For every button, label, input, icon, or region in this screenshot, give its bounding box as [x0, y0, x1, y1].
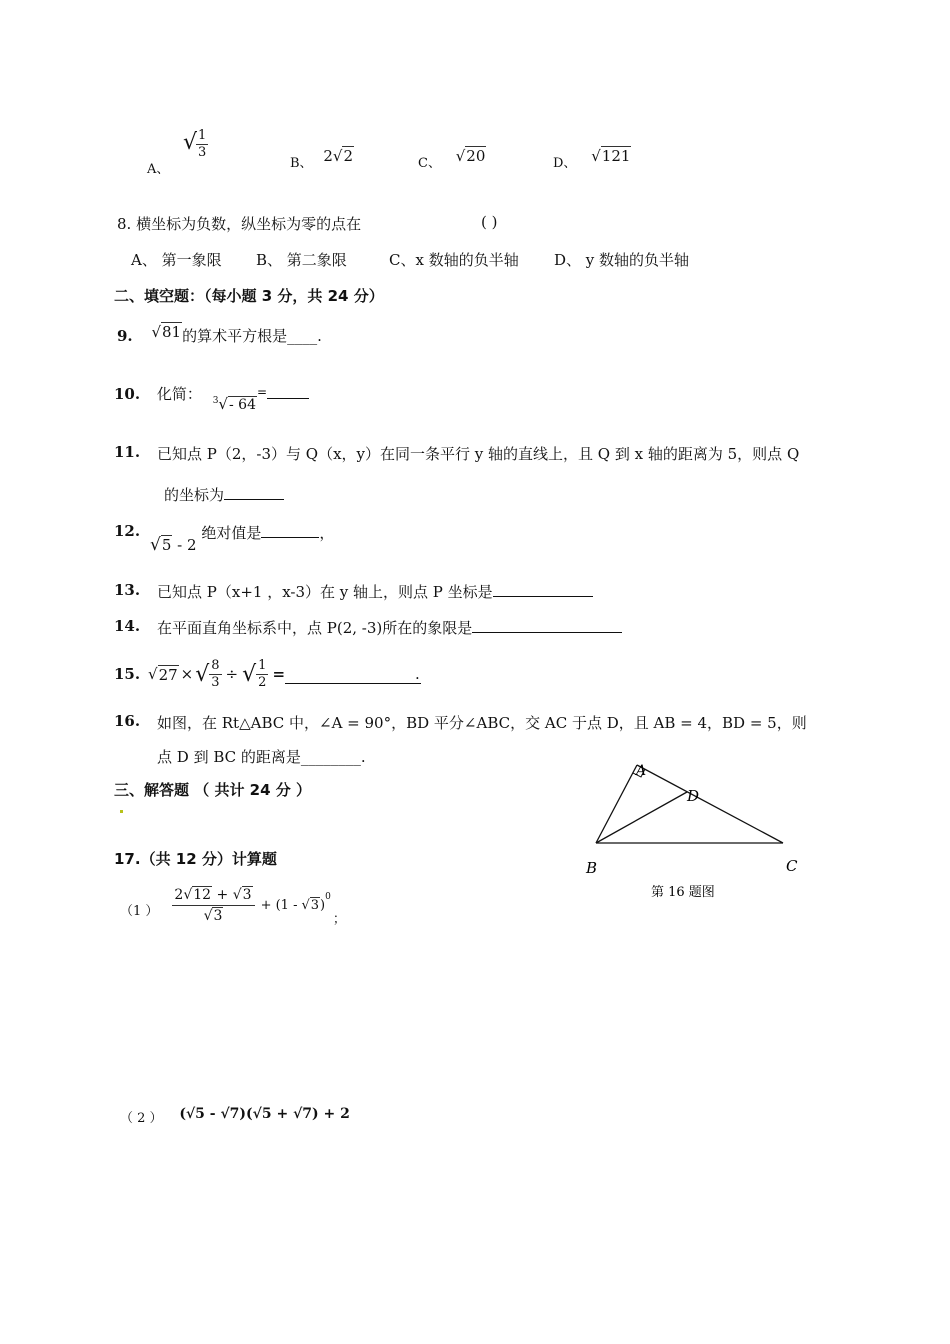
q17-part1-close: )	[320, 897, 326, 913]
q8-option-a: A、 第一象限	[131, 251, 222, 269]
section-3-title: 三、解答题 （ 共计 24 分 ）	[114, 781, 311, 799]
q13-answer-blank	[493, 582, 593, 597]
q17-part2	[120, 1103, 350, 1126]
q7-option-a-frac: $\frac{1}{3}$	[198, 128, 207, 160]
q12-text: 绝对值是	[201, 524, 262, 542]
marker-dot	[120, 810, 123, 813]
q7-option-b-coef: 2	[323, 147, 333, 165]
q13	[157, 581, 593, 602]
q15-end: .	[415, 665, 420, 683]
q9-text: 的算术平方根是____.	[182, 327, 322, 345]
q17-part1-semicolon: ；	[332, 911, 346, 927]
q12-answer-blank	[261, 523, 319, 538]
q17-title: 17.（共 12 分）计算题	[114, 850, 277, 868]
q12-tail: ，	[319, 524, 335, 542]
q7-option-c: C、 √20	[418, 147, 486, 171]
q13-text: 已知点 P（x+1 ，x-3）在 y 轴上，则点 P 坐标是	[157, 583, 493, 601]
q17-part2-label: （ 2 ）	[120, 1111, 163, 1126]
q14-text: 在平面直角坐标系中，点 P(2, -3)所在的象限是	[157, 619, 473, 637]
q14-number: 14.	[114, 617, 141, 635]
q10-number: 10.	[114, 385, 141, 403]
section-2-title: 二、填空题：（每小题 3 分，共 24 分）	[114, 287, 384, 305]
q7-option-b: B、 2√2	[290, 147, 353, 171]
q15-frac-2: $\frac{1}{2}$	[258, 657, 267, 690]
q11-line1: 已知点 P（2，-3）与 Q（x，y）在同一条平行 y 轴的直线上，且 Q 到 x 轴的距离为 5，则点 Q	[157, 445, 800, 463]
q15-times: ×	[180, 665, 194, 683]
q17-part1-fraction: $\frac{2√12 + √3}{√3}$	[172, 885, 254, 926]
q8-answer-paren: ( )	[481, 213, 498, 231]
q15-frac-1: $\frac{8}{3}$	[211, 657, 220, 690]
q16-line1: 如图，在 Rt△ABC 中，∠A = 90°，BD 平分∠ABC，交 AC 于点 D，且 AB = 4，BD = 5，则	[157, 714, 807, 732]
q10-text: 化简：	[156, 385, 202, 403]
q15-expression: √ 27 × √ $\frac{8}{3}$ ÷ √ $\frac{1}{2}$ = .	[148, 657, 420, 690]
q17-part1-rest: + (1 -	[260, 897, 298, 913]
q8-option-d: D、 y 数轴的负半轴	[554, 251, 690, 269]
figure-label-c: C	[786, 857, 798, 875]
q7-option-d-letter: D、	[553, 156, 577, 171]
q11-line2-text: 的坐标为	[164, 486, 225, 504]
q16-figure	[575, 755, 815, 905]
q7-option-d-radicand: 121	[601, 147, 631, 165]
figure-label-a: A	[636, 763, 647, 779]
q7-option-b-radicand: 2	[343, 147, 353, 165]
q14	[157, 617, 622, 638]
q10-equals: =	[256, 385, 268, 399]
q15-div: ÷	[225, 665, 239, 683]
q17-part1-exponent: 0	[325, 892, 331, 902]
q7-option-b-letter: B、	[290, 156, 313, 171]
q10-radicand: - 64	[228, 397, 256, 413]
q7-option-a-sqrt: √	[183, 130, 198, 155]
q7-option-c-letter: C、	[418, 156, 441, 171]
q7-option-c-radicand: 20	[466, 147, 486, 165]
q15-answer-blank	[285, 665, 421, 684]
q10-root-index: 3	[212, 396, 219, 406]
q8-option-b: B、 第二象限	[256, 251, 347, 269]
q12-number: 12.	[114, 522, 141, 540]
figure-label-b: B	[586, 859, 598, 877]
q17-part2-expression: (√5 - √7)(√5 + √7) + 2	[179, 1106, 350, 1122]
q10-answer-blank	[267, 384, 309, 399]
q11-answer-blank	[224, 485, 284, 500]
q9: 9. √81的算术平方根是____.	[117, 323, 322, 345]
q12-expr-rest: - 2	[177, 536, 197, 554]
q12-radicand: 5	[161, 536, 172, 554]
q16-number: 16.	[114, 712, 141, 730]
q10: 10. 化简： $^3$√- 64=	[114, 383, 309, 404]
q17-part1-label: （1 ）	[120, 903, 159, 919]
q17-part1: （1 ） $\frac{2√12 + √3}{√3}$ + (1 - √ 3 ) $^0$ ；	[120, 886, 346, 927]
q17-part1-radicand: 3	[310, 898, 320, 913]
q8-stem: 8. 横坐标为负数，纵坐标为零的点在	[117, 215, 362, 233]
q14-answer-blank	[472, 618, 622, 633]
q15-radicand-1: 27	[158, 665, 178, 684]
figure-caption: 第 16 题图	[651, 885, 715, 900]
q13-number: 13.	[114, 581, 141, 599]
q8-option-c: C、x 数轴的负半轴	[389, 251, 519, 269]
q7-option-d: D、 √121	[553, 147, 631, 171]
q9-radicand: 81	[162, 323, 182, 341]
figure-label-d: D	[687, 787, 700, 805]
q16-line2: 点 D 到 BC 的距离是________.	[157, 748, 366, 766]
q9-number: 9.	[117, 327, 133, 345]
q15-equals: =	[272, 665, 286, 683]
figure-side-ac	[637, 765, 783, 843]
q11-line2	[164, 484, 284, 505]
q12: √5 - 2 绝对值是 ，	[150, 524, 335, 555]
q7-option-a-letter: A、	[147, 162, 170, 177]
q11-number: 11.	[114, 443, 141, 461]
q15-number: 15.	[114, 665, 141, 683]
